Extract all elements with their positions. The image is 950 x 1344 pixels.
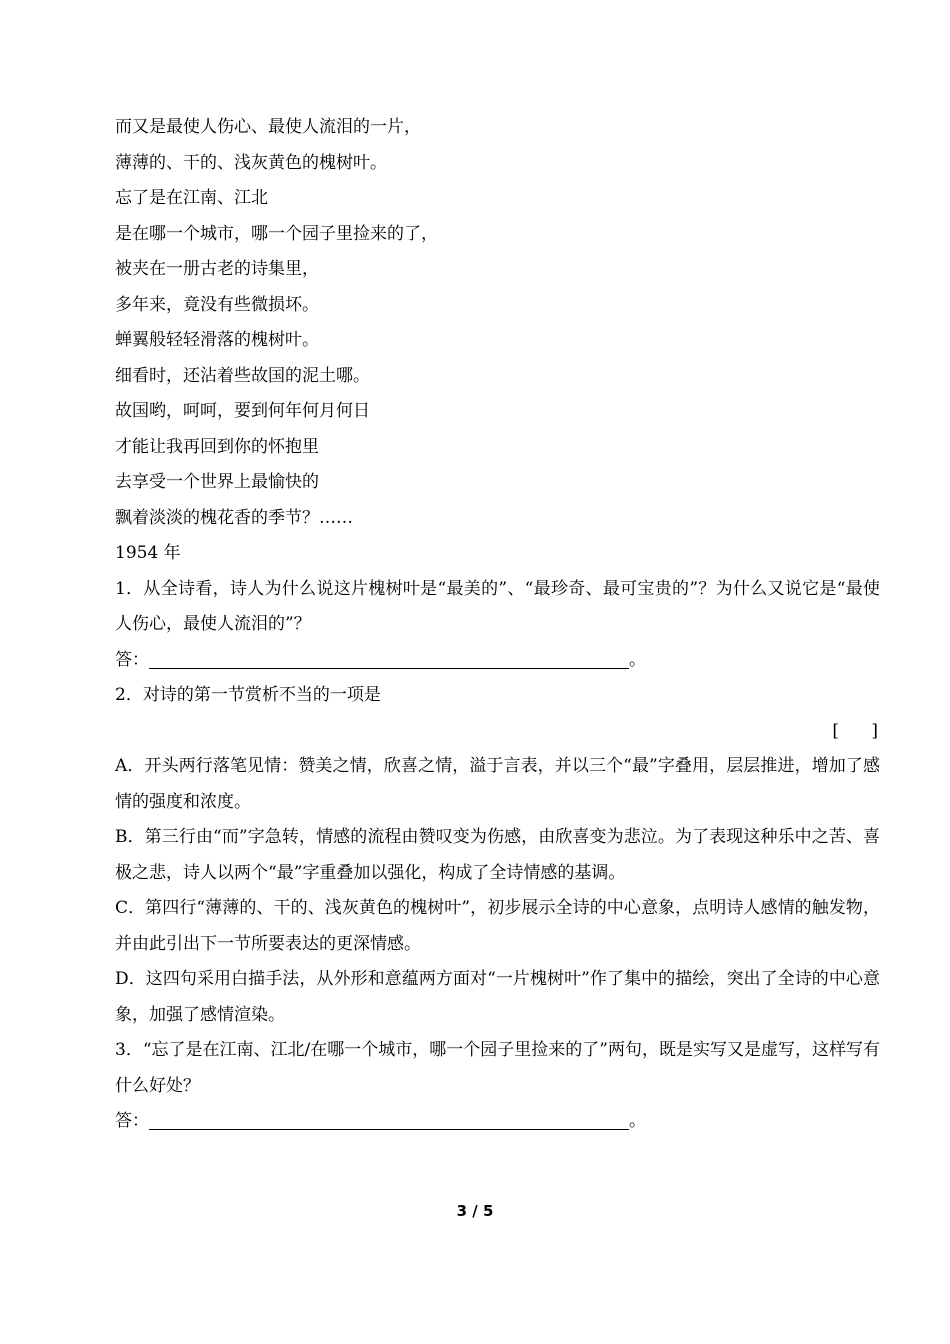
page-number: 3 / 5 [456,1202,494,1220]
poem-line: 故国哟，呵呵，要到何年何月何日 [115,401,370,421]
answer-label: 答： [115,1111,149,1131]
answer-blank-line[interactable] [149,646,629,669]
poem-line: 才能让我再回到你的怀抱里 [115,436,319,457]
question-3 [115,1033,880,1140]
poem-line: 而又是最使人伤心、最使人流泪的一片， [115,117,421,137]
answer-label: 答： [115,649,149,670]
poem-line: 是在哪一个城市，哪一个园子里捡来的了， [115,223,438,244]
poem-line: 飘着淡淡的槐花香的季节？…… [115,507,353,528]
answer-end: 。 [629,649,646,670]
poem-line: 去享受一个世界上最愉快的 [115,472,319,492]
poem-line: 薄薄的、干的、浅灰黄色的槐树叶。 [115,152,387,173]
poem-excerpt [115,110,880,572]
poem-line: 多年来，竟没有些微损坏。 [115,294,319,315]
option-d: D．这四句采用白描手法，从外形和意蕴两方面对“一片槐树叶”作了集中的描绘，突出了全诗的中心意象，加强了感情渲染。 [115,969,880,1025]
question-2-text: 2．对诗的第一节赏析不当的一项是 [115,685,381,705]
question-3-answer [115,1104,880,1140]
question-1-answer [115,643,880,679]
question-2 [115,678,880,1033]
option-a: A．开头两行落笔见情：赞美之情，欣喜之情，溢于言表，并以三个“最”字叠用，层层推进，增加了感情的强度和浓度。 [115,756,880,812]
answer-blank-line[interactable] [149,1107,629,1130]
option-c: C．第四行“薄薄的、干的、浅灰黄色的槐树叶”，初步展示全诗的中心意象，点明诗人感情的触发物，并由此引出下一节所要表达的更深情感。 [115,898,880,954]
poem-line: 被夹在一册古老的诗集里， [115,259,319,279]
poem-date: 1954 年 [115,543,181,563]
page-content [115,110,880,1140]
question-3-text: 3．“忘了是在江南、江北/在哪一个城市，哪一个园子里捡来的了”两句，既是实写又是虚写，这样写有什么好处？ [115,1040,880,1096]
poem-line: 蝉翼般轻轻滑落的槐树叶。 [115,330,319,350]
poem-line: 忘了是在江南、江北 [115,188,268,208]
option-b: B．第三行由“而”字急转，情感的流程由赞叹变为伤感，由欣喜变为悲泣。为了表现这种乐中之苦、喜极之悲，诗人以两个“最”字重叠加以强化，构成了全诗情感的基调。 [115,827,880,883]
answer-end: 。 [629,1111,646,1131]
question-1-text: 1．从全诗看，诗人为什么说这片槐树叶是“最美的”、“最珍奇、最可宝贵的”？为什么又说它是“最使人伤心，最使人流泪的”？ [115,578,880,634]
answer-bracket[interactable]: [ ] [832,720,878,741]
question-1 [115,572,880,679]
poem-line: 细看时，还沾着些故国的泥土哪。 [115,365,370,386]
